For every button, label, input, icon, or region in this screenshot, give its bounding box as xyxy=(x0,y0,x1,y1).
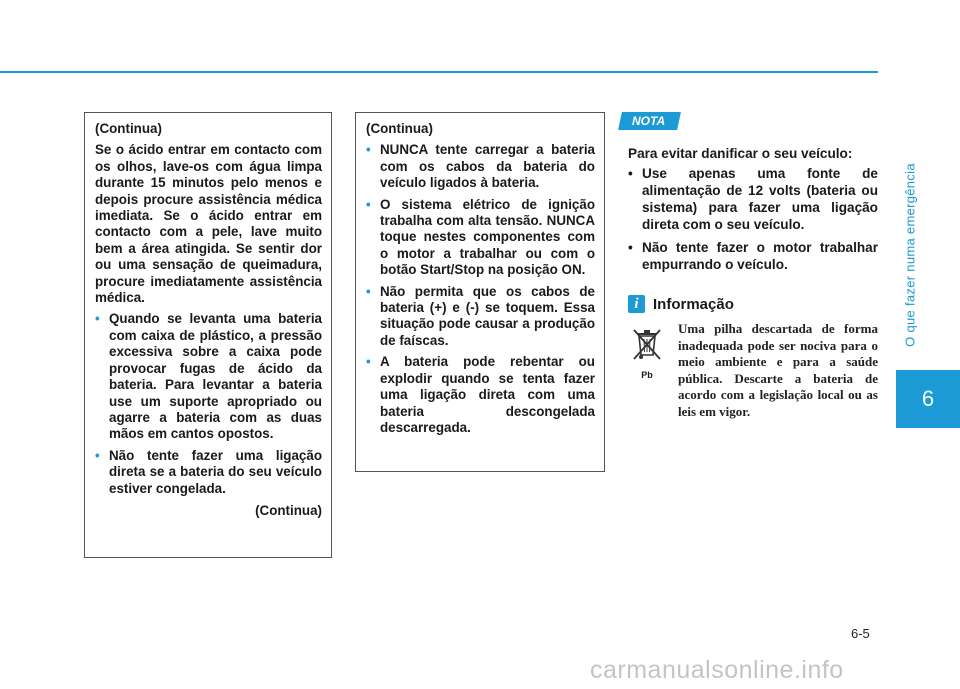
info-header xyxy=(628,295,878,313)
note-intro: Para evitar danificar o seu veículo: xyxy=(628,146,853,161)
note-list xyxy=(620,165,878,273)
bullet-icon: • xyxy=(366,142,371,158)
warning-item: • O sistema elétrico de ignição trabalha com alta tensão. NUNCA toque nestes componentes com o motor a trabalhar ou com o botão Start/Stop na posição ON. xyxy=(366,196,595,278)
warning-list-2 xyxy=(366,142,595,436)
warning-item: • Não permita que os cabos de bateria (+) e (-) se toquem. Essa situação pode causar a produção de faíscas. xyxy=(366,283,595,348)
acid-paragraph: Se o ácido entrar em contacto com os olhos, lave-os com água limpa durante 15 minutos pelo menos e depois procure assistência médica imediata. Se o ácido entrar em contacto com a pele, lave muito bem a área atingida. Se sentir dor ou uma sensação de queimadura, procure imediatamente assistência médica. xyxy=(95,142,322,306)
warning-item: • Não tente fazer uma ligação direta se a bateria do seu veículo estiver congelada. xyxy=(95,447,322,496)
bullet-icon: • xyxy=(366,283,371,299)
bullet-icon: • xyxy=(95,447,100,463)
warning-box-2 xyxy=(355,112,605,472)
warning-item: • NUNCA tente carregar a bateria com os cabos da bateria do veículo ligados à bateria. xyxy=(366,142,595,191)
bullet-icon: • xyxy=(366,196,371,212)
warning-list-1 xyxy=(95,311,322,496)
info-text: Uma pilha descartada de forma inadequada pode ser nociva para o meio ambiente e para a saúde pública. Descarte a bateria de acordo com a legislação local ou as leis em vigor. xyxy=(678,321,878,419)
bullet-icon: • xyxy=(95,311,100,327)
section-title: O que fazer numa emergência xyxy=(902,163,918,347)
continued-label: (Continua) xyxy=(95,121,162,136)
warning-item: • Quando se levanta uma bateria com caixa de plástico, a pressão excessiva sobre a caixa pode provocar fugas de ácido da bateria. Para levantar a bateria use um suporte apropriado ou agarre a bateria com as duas mãos em cantos opostos. xyxy=(95,311,322,442)
continues-label: (Continua) xyxy=(255,502,322,518)
bullet-icon: • xyxy=(628,240,633,255)
bin-label: Pb xyxy=(641,370,653,380)
info-icon: i xyxy=(628,295,645,313)
crossed-bin-icon xyxy=(628,327,666,420)
note-column xyxy=(620,112,878,420)
page-number: 6-5 xyxy=(851,626,870,641)
bullet-icon: • xyxy=(366,354,371,370)
warning-box-1 xyxy=(84,112,332,558)
info-body xyxy=(628,321,878,420)
watermark: carmanualsonline.info xyxy=(590,656,844,684)
bullet-icon: • xyxy=(628,166,633,181)
header-rule xyxy=(0,71,878,73)
chapter-tab[interactable]: 6 xyxy=(896,370,960,428)
note-item: • Use apenas uma fonte de alimentação de 12 volts (bateria ou sistema) para fazer uma ligação direta com o seu veículo. xyxy=(628,166,878,232)
nota-badge: NOTA xyxy=(618,112,681,130)
note-item: • Não tente fazer o motor trabalhar empurrando o veículo. xyxy=(628,240,878,272)
warning-item: • A bateria pode rebentar ou explodir quando se tenta fazer uma ligação direta com uma bateria descongelada descarregada. xyxy=(366,354,595,435)
info-title: Informação xyxy=(653,295,734,313)
section-side-label xyxy=(900,140,920,370)
continued-label: (Continua) xyxy=(366,121,433,136)
